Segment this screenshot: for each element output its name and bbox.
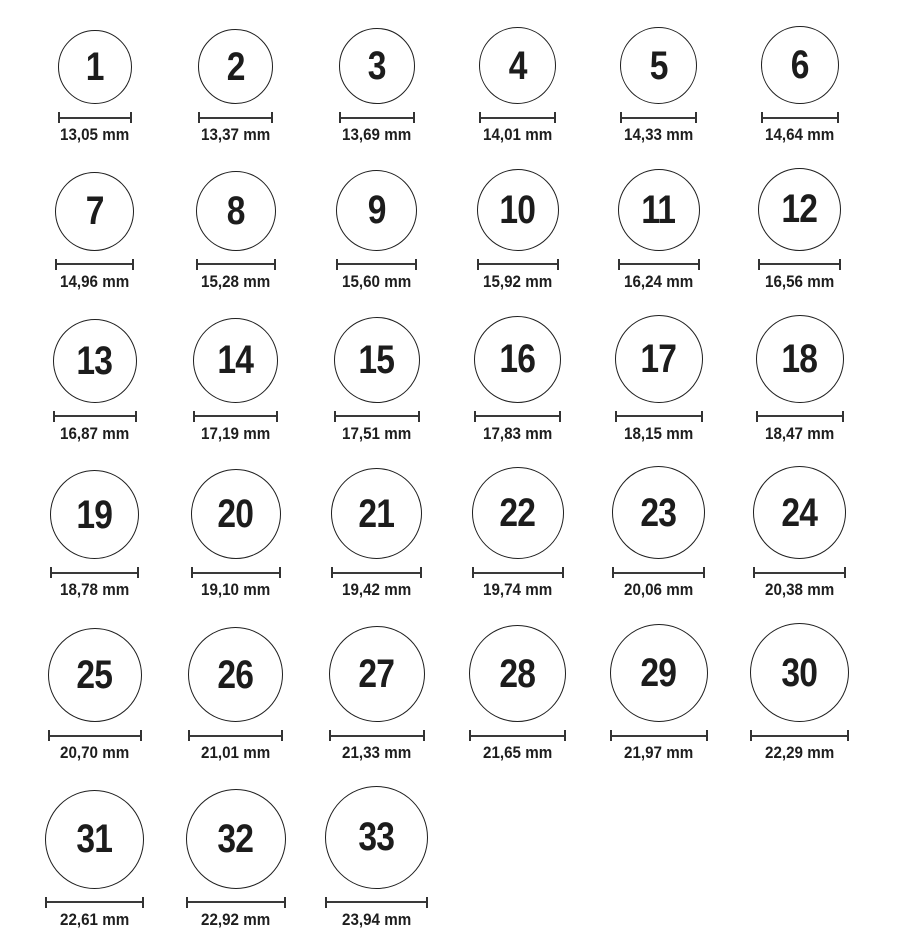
ring-size-number: 15	[358, 337, 395, 382]
ring-size-item	[165, 623, 306, 764]
diameter-measure-line	[477, 259, 559, 270]
diameter-label: 16,87 mm	[59, 424, 130, 443]
ring-size-number: 22	[499, 491, 536, 536]
diameter-measure-line	[479, 112, 556, 123]
ring-size-item	[729, 26, 870, 146]
diameter-label: 20,38 mm	[764, 581, 835, 600]
ring-circle	[336, 170, 417, 251]
ring-size-item	[165, 315, 306, 445]
ring-size-item	[306, 466, 447, 601]
ring-circle	[339, 28, 415, 104]
ring-size-item	[306, 786, 447, 931]
ring-size-item	[306, 168, 447, 293]
ring-size-number: 26	[217, 652, 254, 697]
ring-circle	[325, 786, 428, 889]
ring-circle	[196, 171, 276, 251]
ring-size-number: 28	[499, 651, 536, 696]
ring-size-number: 21	[358, 491, 395, 536]
ring-size-number: 7	[85, 189, 104, 234]
diameter-label: 18,47 mm	[764, 424, 835, 443]
diameter-measure-line	[756, 411, 844, 422]
ring-size-item	[165, 466, 306, 601]
diameter-measure-line	[336, 259, 417, 270]
diameter-measure-line	[334, 411, 420, 422]
diameter-label: 15,92 mm	[482, 272, 553, 291]
ring-size-item	[588, 315, 729, 445]
ring-size-number: 17	[640, 336, 677, 381]
ring-circle	[756, 315, 844, 403]
diameter-measure-line	[758, 259, 841, 270]
ring-size-item	[447, 26, 588, 146]
diameter-measure-line	[48, 730, 142, 741]
ring-size-number: 13	[76, 338, 113, 383]
ring-circle	[615, 315, 703, 403]
diameter-label: 14,96 mm	[59, 272, 130, 291]
ring-size-item	[588, 168, 729, 293]
diameter-measure-line	[198, 112, 273, 123]
ring-size-item	[24, 26, 165, 146]
diameter-measure-line	[615, 411, 703, 422]
ring-circle	[753, 466, 846, 559]
ring-circle	[474, 316, 561, 403]
ring-circle	[186, 789, 286, 889]
diameter-label: 18,15 mm	[623, 424, 694, 443]
ring-size-number: 31	[76, 817, 113, 862]
ring-size-number: 29	[640, 651, 677, 696]
ring-size-number: 20	[217, 492, 254, 537]
diameter-label: 17,83 mm	[482, 424, 553, 443]
ring-circle	[53, 319, 137, 403]
diameter-label: 13,05 mm	[59, 126, 130, 144]
diameter-measure-line	[329, 730, 425, 741]
ring-size-number: 1	[85, 45, 104, 89]
ring-size-number: 14	[217, 338, 254, 383]
diameter-label: 19,74 mm	[482, 581, 553, 600]
ring-size-number: 2	[226, 44, 245, 89]
diameter-measure-line	[331, 567, 422, 578]
diameter-label: 23,94 mm	[341, 910, 412, 929]
diameter-label: 22,92 mm	[200, 910, 271, 929]
ring-circle	[472, 467, 564, 559]
diameter-measure-line	[193, 411, 278, 422]
diameter-measure-line	[188, 730, 283, 741]
ring-size-item	[729, 315, 870, 445]
ring-size-item	[588, 466, 729, 601]
diameter-measure-line	[339, 112, 415, 123]
diameter-measure-line	[618, 259, 700, 270]
ring-size-number: 11	[641, 187, 676, 232]
ring-circle	[48, 628, 142, 722]
diameter-label: 17,19 mm	[200, 424, 271, 443]
diameter-measure-line	[469, 730, 566, 741]
ring-size-number: 4	[508, 43, 527, 88]
ring-size-item	[447, 466, 588, 601]
ring-circle	[50, 470, 139, 559]
ring-size-number: 33	[358, 815, 395, 860]
diameter-label: 15,60 mm	[341, 272, 412, 291]
diameter-label: 17,51 mm	[341, 424, 412, 443]
ring-size-item	[24, 168, 165, 293]
ring-size-number: 18	[781, 336, 818, 381]
diameter-label: 19,10 mm	[200, 581, 271, 600]
ring-circle	[618, 169, 700, 251]
diameter-label: 19,42 mm	[341, 581, 412, 600]
ring-size-item	[306, 623, 447, 764]
diameter-measure-line	[610, 730, 708, 741]
ring-circle	[198, 29, 273, 104]
ring-size-item	[729, 466, 870, 601]
ring-size-number: 25	[76, 653, 113, 698]
ring-size-number: 9	[367, 188, 386, 233]
diameter-label: 14,33 mm	[623, 126, 694, 144]
ring-circle	[610, 624, 708, 722]
diameter-measure-line	[612, 567, 705, 578]
ring-circle	[58, 30, 132, 104]
ring-size-item	[24, 623, 165, 764]
diameter-label: 16,56 mm	[764, 272, 835, 291]
diameter-measure-line	[750, 730, 849, 741]
ring-circle	[193, 318, 278, 403]
ring-size-number: 23	[640, 490, 677, 535]
ring-size-item	[165, 26, 306, 146]
ring-size-item	[24, 786, 165, 931]
diameter-measure-line	[191, 567, 281, 578]
ring-size-number: 3	[367, 44, 386, 88]
ring-size-number: 32	[217, 816, 254, 861]
diameter-measure-line	[472, 567, 564, 578]
ring-size-number: 27	[358, 652, 395, 697]
ring-size-number: 8	[226, 188, 245, 233]
diameter-measure-line	[620, 112, 697, 123]
ring-circle	[329, 626, 425, 722]
ring-size-number: 24	[781, 490, 818, 535]
ring-circle	[612, 466, 705, 559]
diameter-measure-line	[196, 259, 276, 270]
ring-size-item	[729, 168, 870, 293]
ring-size-number: 19	[76, 492, 113, 537]
diameter-measure-line	[58, 112, 132, 123]
diameter-measure-line	[753, 567, 846, 578]
diameter-label: 13,69 mm	[341, 126, 412, 144]
diameter-measure-line	[50, 567, 139, 578]
ring-circle	[620, 27, 697, 104]
ring-circle	[750, 623, 849, 722]
ring-size-item	[588, 26, 729, 146]
ring-size-item	[447, 315, 588, 445]
diameter-label: 14,64 mm	[764, 126, 835, 144]
ring-size-item	[729, 623, 870, 764]
diameter-label: 21,97 mm	[623, 744, 694, 763]
diameter-measure-line	[45, 897, 144, 908]
diameter-label: 13,37 mm	[200, 126, 271, 144]
diameter-measure-line	[55, 259, 134, 270]
ring-circle	[191, 469, 281, 559]
ring-size-number: 5	[649, 43, 668, 88]
diameter-label: 20,70 mm	[59, 744, 130, 763]
ring-size-item	[165, 786, 306, 931]
diameter-measure-line	[186, 897, 286, 908]
ring-circle	[334, 317, 420, 403]
ring-size-item	[447, 623, 588, 764]
ring-size-item	[306, 315, 447, 445]
diameter-label: 14,01 mm	[482, 126, 553, 144]
ring-circle	[479, 27, 556, 104]
ring-circle	[55, 172, 134, 251]
diameter-label: 16,24 mm	[623, 272, 694, 291]
ring-size-item	[24, 466, 165, 601]
diameter-label: 20,06 mm	[623, 581, 694, 600]
ring-size-number: 16	[499, 337, 536, 382]
ring-circle	[477, 169, 559, 251]
ring-size-item	[447, 168, 588, 293]
ring-circle	[45, 790, 144, 889]
diameter-label: 21,01 mm	[200, 744, 271, 763]
ring-circle	[761, 26, 839, 104]
diameter-measure-line	[53, 411, 137, 422]
diameter-measure-line	[325, 897, 428, 908]
ring-circle	[469, 625, 566, 722]
ring-size-number: 12	[781, 187, 818, 232]
diameter-measure-line	[474, 411, 561, 422]
diameter-label: 18,78 mm	[59, 581, 130, 600]
ring-size-item	[24, 315, 165, 445]
diameter-measure-line	[761, 112, 839, 123]
ring-size-number: 6	[790, 43, 809, 87]
diameter-label: 22,61 mm	[59, 910, 130, 929]
diameter-label: 21,65 mm	[482, 744, 553, 763]
ring-size-item	[588, 623, 729, 764]
ring-circle	[188, 627, 283, 722]
diameter-label: 21,33 mm	[341, 744, 412, 763]
ring-circle	[331, 468, 422, 559]
ring-size-item	[165, 168, 306, 293]
ring-size-item	[306, 26, 447, 146]
ring-size-number: 10	[499, 187, 536, 232]
diameter-label: 22,29 mm	[764, 744, 835, 763]
ring-circle	[758, 168, 841, 251]
diameter-label: 15,28 mm	[200, 272, 271, 291]
ring-size-number: 30	[781, 650, 818, 695]
